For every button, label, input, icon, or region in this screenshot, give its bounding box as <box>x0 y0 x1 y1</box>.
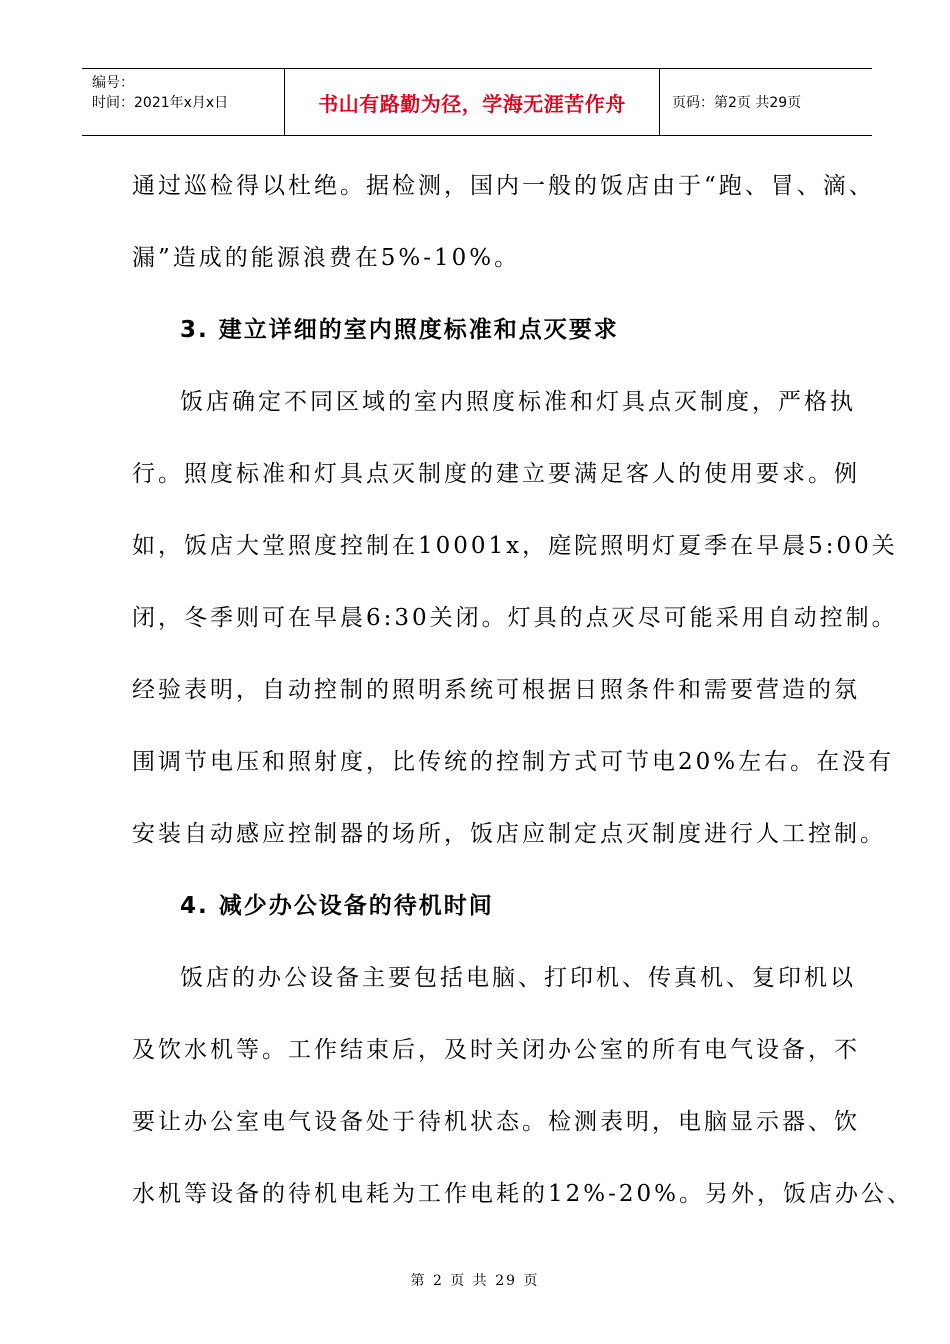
paragraph-line: 围调节电压和照射度，比传统的控制方式可节电20%左右。在没有 <box>132 749 895 775</box>
paragraph-line: 漏”造成的能源浪费在5%-10%。 <box>132 245 521 271</box>
header-info <box>82 69 284 135</box>
section-heading: 4. 减少办公设备的待机时间 <box>180 893 494 919</box>
section-heading: 3. 建立详细的室内照度标准和点灭要求 <box>180 317 619 343</box>
document-number-label: 编号： <box>92 75 134 91</box>
paragraph-line: 水机等设备的待机电耗为工作电耗的12%-20%。另外，饭店办公、 <box>132 1181 914 1207</box>
paragraph-line: 饭店确定不同区域的室内照度标准和灯具点灭制度，严格执 <box>180 389 856 415</box>
paragraph-line: 闭，冬季则可在早晨6:30关闭。灯具的点灭尽可能采用自动控制。 <box>132 605 898 631</box>
paragraph-line: 行。照度标准和灯具点灭制度的建立要满足客人的使用要求。例 <box>132 461 860 487</box>
paragraph-line: 安装自动感应控制器的场所，饭店应制定点灭制度进行人工控制。 <box>132 821 886 847</box>
paragraph-line: 饭店的办公设备主要包括电脑、打印机、传真机、复印机以 <box>180 965 856 991</box>
header-motto: 书山有路勤为径，学海无涯苦作舟 <box>284 69 660 135</box>
paragraph-line: 经验表明，自动控制的照明系统可根据日照条件和需要营造的氛 <box>132 677 860 703</box>
page-footer: 第 2 页 共 29 页 <box>410 1273 540 1289</box>
paragraph-line: 通过巡检得以杜绝。据检测，国内一般的饭店由于“跑、冒、滴、 <box>132 173 875 199</box>
document-header <box>82 68 872 136</box>
paragraph-line: 要让办公室电气设备处于待机状态。检测表明，电脑显示器、饮 <box>132 1109 860 1135</box>
header-page-code: 页码：第2页 共29页 <box>672 95 802 111</box>
paragraph-line: 如，饭店大堂照度控制在10001x，庭院照明灯夏季在早晨5:00关 <box>132 533 898 559</box>
document-body <box>132 156 914 1236</box>
document-time-label: 时间：2021年x月x日 <box>92 95 229 111</box>
paragraph-line: 及饮水机等。工作结束后，及时关闭办公室的所有电气设备，不 <box>132 1037 860 1063</box>
